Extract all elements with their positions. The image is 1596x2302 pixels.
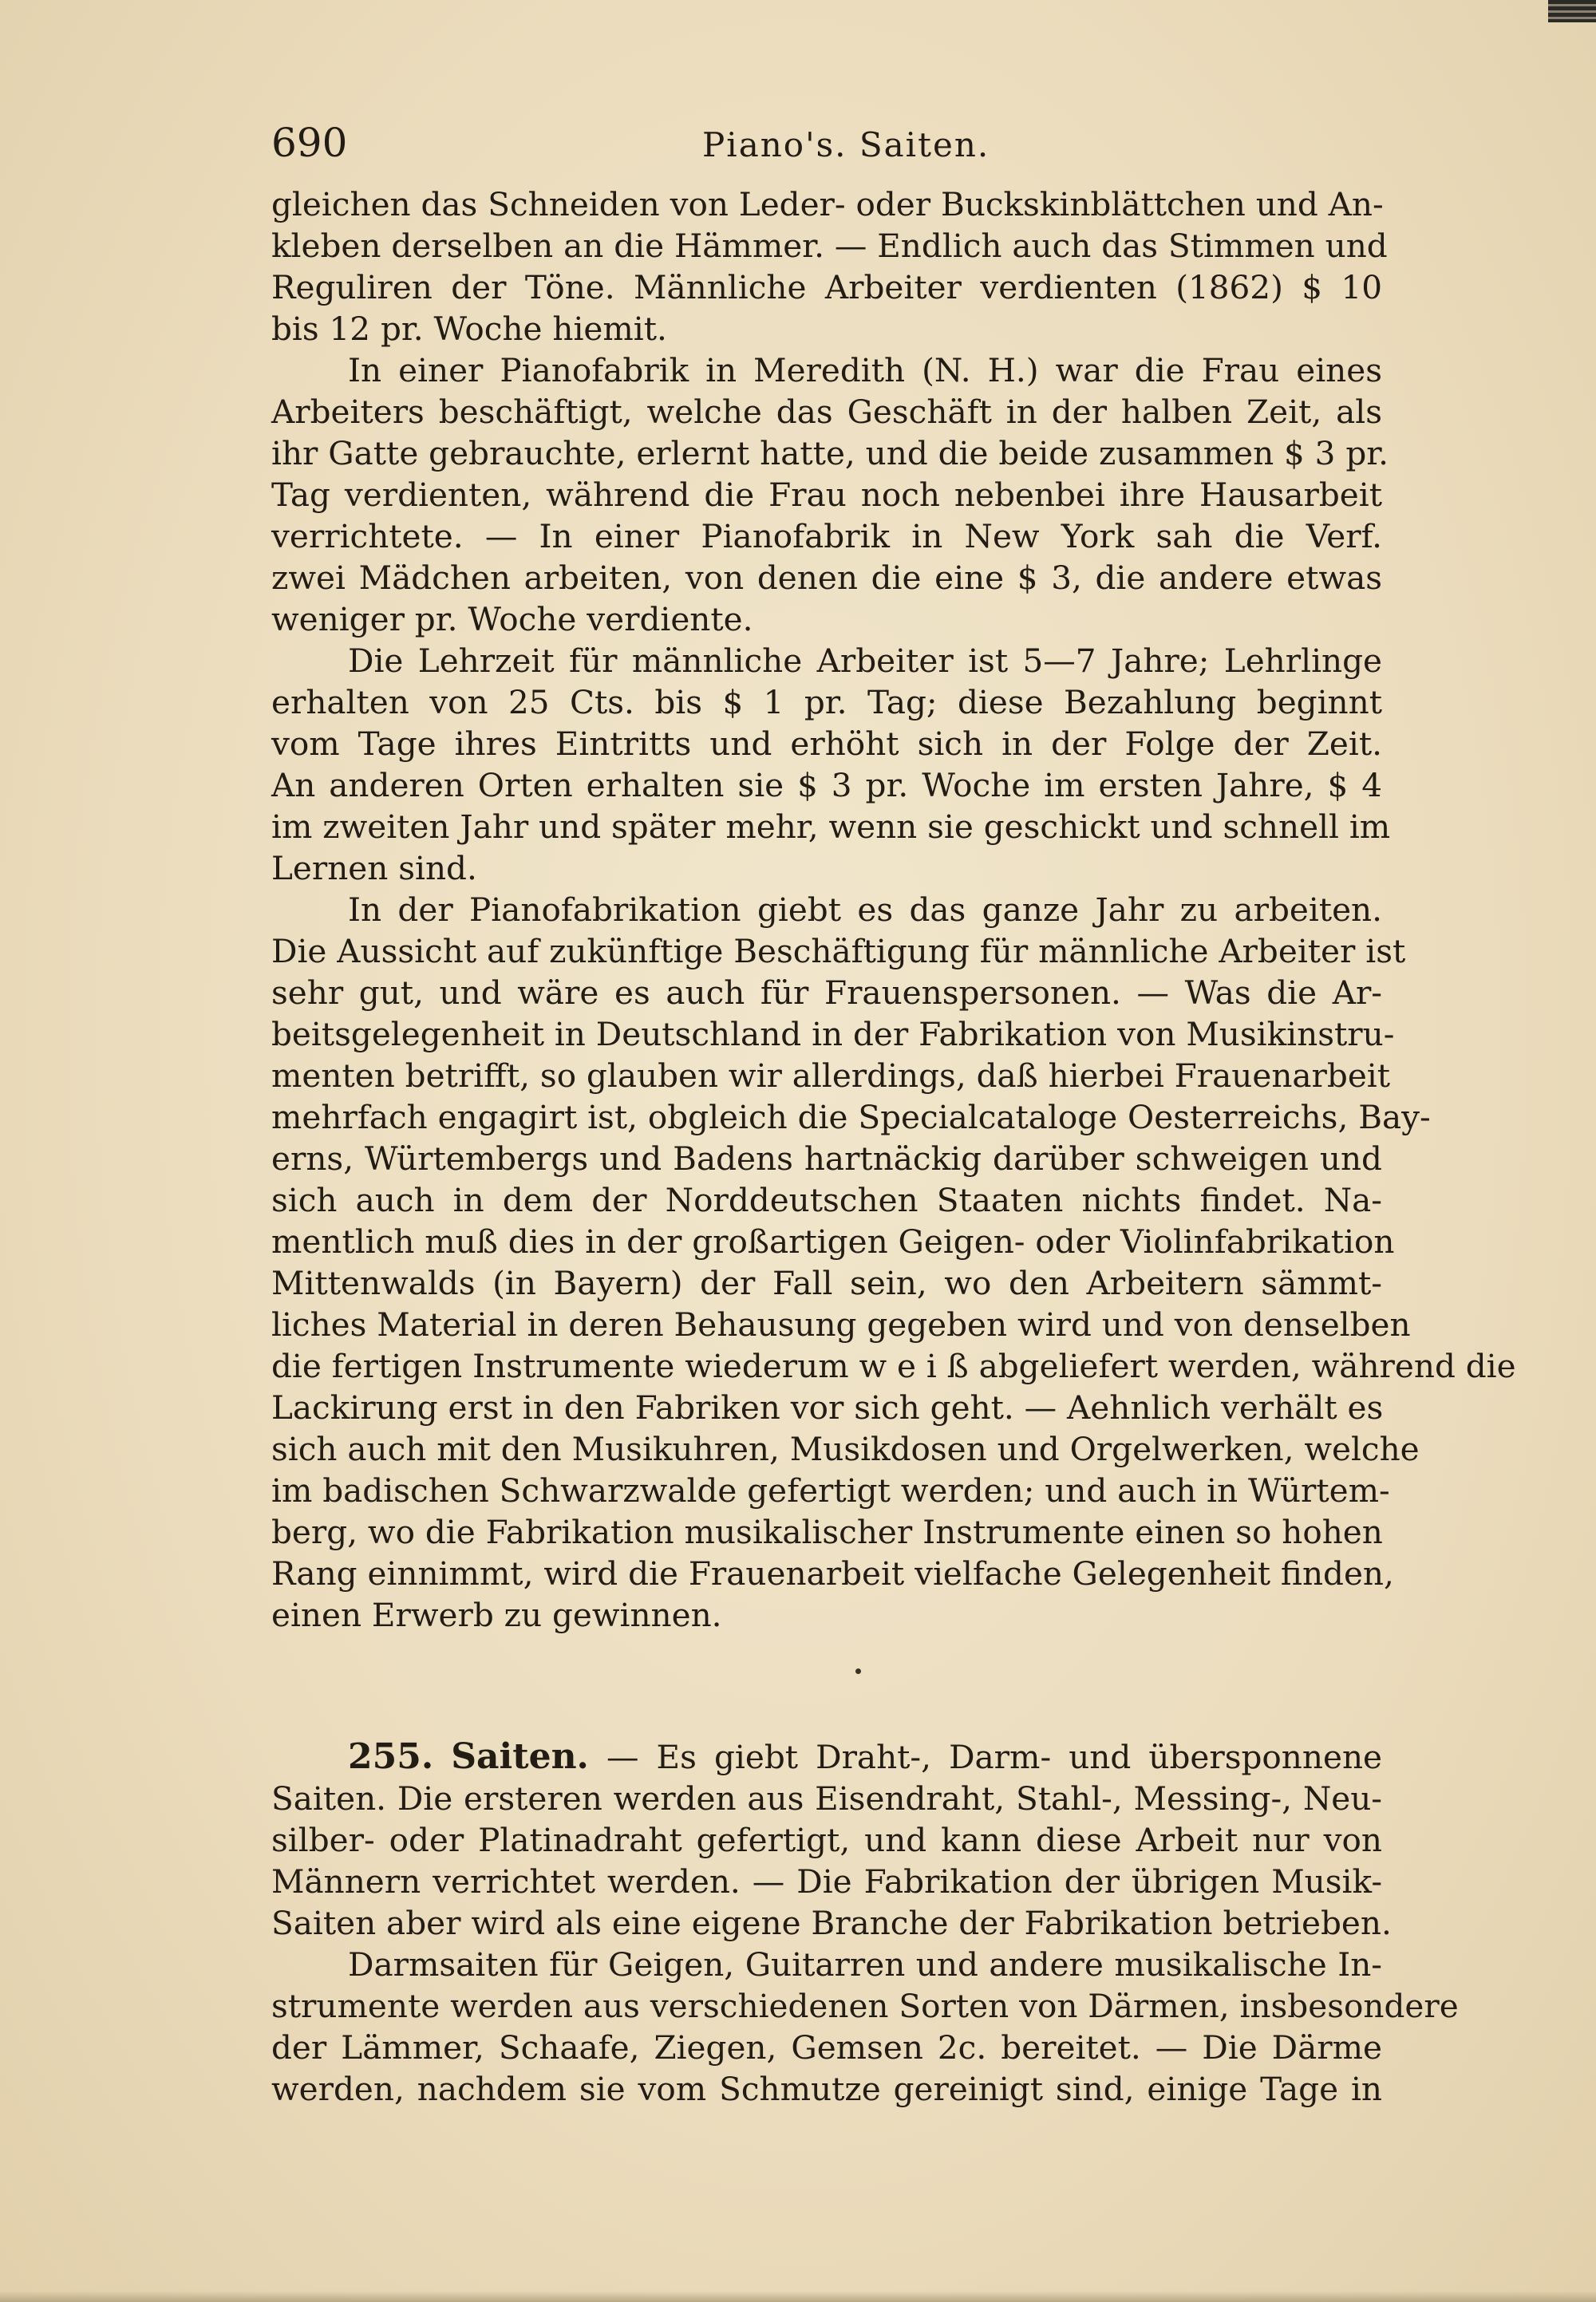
running-head: Piano's. Saiten.: [702, 125, 990, 164]
text-line: mehrfach engagirt ist, obgleich die Specialcataloge Oesterreichs, Bay-: [271, 1098, 1431, 1136]
text-line: sich auch mit den Musikuhren, Musikdosen und Orgelwerken, welche: [271, 1430, 1420, 1468]
text-line: der Lämmer, Schaafe, Ziegen, Gemsen 2c. bereitet. — Die Därme: [271, 2028, 1382, 2067]
text-line: sich auch in dem der Norddeutschen Staaten nichts findet. Na-: [271, 1181, 1382, 1219]
section-heading-text: — Es giebt Draht-, Darm- und übersponnene: [606, 1738, 1382, 1776]
text-line: die fertigen Instrumente wiederum w e i ß abgeliefert werden, während die: [271, 1347, 1516, 1385]
page-header: [271, 120, 1382, 184]
section-title: Saiten.: [451, 1736, 589, 1777]
text-line: Die Aussicht auf zukünftige Beschäftigung für männliche Arbeiter ist: [271, 932, 1406, 970]
text-line: Mittenwalds (in Bayern) der Fall sein, wo den Arbeitern sämmt-: [271, 1264, 1382, 1302]
section-number: 255.: [348, 1736, 434, 1777]
text-line: berg, wo die Fabrikation musikalischer Instrumente einen so hohen: [271, 1513, 1383, 1551]
text-line: bis 12 pr. Woche hiemit.: [271, 310, 667, 348]
text-line: Reguliren der Töne. Männliche Arbeiter verdienten (1862) $ 10: [271, 268, 1382, 306]
text-line: silber- oder Platinadraht gefertigt, und kann diese Arbeit nur von: [271, 1821, 1382, 1859]
text-line: Saiten. Die ersteren werden aus Eisendraht, Stahl-, Messing-, Neu-: [271, 1779, 1382, 1818]
text-line: weniger pr. Woche verdiente.: [271, 600, 753, 638]
text-line: In einer Pianofabrik in Meredith (N. H.) war die Frau eines: [348, 351, 1382, 389]
section-pianos-continued: [271, 184, 1516, 1636]
section-255-saiten: [271, 1736, 1459, 2110]
text-line: vom Tage ihres Eintritts und erhöht sich in der Folge der Zeit.: [271, 725, 1382, 763]
text-line: zwei Mädchen arbeiten, von denen die eine $ 3, die andere etwas: [271, 559, 1382, 597]
text-line: gleichen das Schneiden von Leder- oder Buckskinblättchen und An-: [271, 185, 1384, 223]
text-line: beitsgelegenheit in Deutschland in der Fabrikation von Musikinstru-: [271, 1015, 1395, 1053]
page-bottom-edge: [0, 2291, 1596, 2302]
section-heading-line: [271, 1736, 1382, 1778]
text-line: mentlich muß dies in der großartigen Geigen- oder Violinfabrikation: [271, 1222, 1395, 1261]
text-line: Darmsaiten für Geigen, Guitarren und andere musikalische In-: [348, 1945, 1382, 1984]
page-corner-mark: [1548, 0, 1596, 22]
text-line: liches Material in deren Behausung gegeben wird und von denselben: [271, 1305, 1411, 1344]
text-line: Die Lehrzeit für männliche Arbeiter ist 5—7 Jahre; Lehrlinge: [348, 642, 1382, 680]
text-line: sehr gut, und wäre es auch für Frauenspersonen. — Was die Ar-: [271, 973, 1382, 1012]
text-line: Rang einnimmt, wird die Frauenarbeit vielfache Gelegenheit finden,: [271, 1554, 1394, 1593]
ink-speck: [855, 1668, 861, 1674]
text-line: kleben derselben an die Hämmer. — Endlich auch das Stimmen und: [271, 227, 1388, 265]
text-line: werden, nachdem sie vom Schmutze gereinigt sind, einige Tage in: [271, 2070, 1382, 2108]
text-line: im zweiten Jahr und später mehr, wenn sie geschickt und schnell im: [271, 807, 1391, 846]
text-line: menten betrifft, so glauben wir allerdings, daß hierbei Frauenarbeit: [271, 1056, 1391, 1095]
text-line: An anderen Orten erhalten sie $ 3 pr. Woche im ersten Jahre, $ 4: [271, 766, 1382, 804]
text-line: Lernen sind.: [271, 849, 477, 887]
page-number: 690: [271, 120, 348, 166]
text-line: im badischen Schwarzwalde gefertigt werden; und auch in Würtem-: [271, 1471, 1390, 1510]
text-line: erhalten von 25 Cts. bis $ 1 pr. Tag; diese Bezahlung beginnt: [271, 683, 1382, 721]
text-line: Saiten aber wird als eine eigene Branche der Fabrikation betrieben.: [271, 1904, 1392, 1942]
text-line: ihr Gatte gebrauchte, erlernt hatte, und die beide zusammen $ 3 pr.: [271, 434, 1389, 472]
text-line: verrichtete. — In einer Pianofabrik in New York sah die Verf.: [271, 517, 1382, 555]
text-line: strumente werden aus verschiedenen Sorten von Därmen, insbesondere: [271, 1987, 1459, 2025]
text-line: Tag verdienten, während die Frau noch nebenbei ihre Hausarbeit: [271, 476, 1382, 514]
section-gap: [271, 1636, 1382, 1736]
text-line: Männern verrichtet werden. — Die Fabrikation der übrigen Musik-: [271, 1862, 1382, 1901]
text-line: erns, Würtembergs und Badens hartnäckig darüber schweigen und: [271, 1139, 1382, 1178]
text-line: Arbeiters beschäftigt, welche das Geschäft in der halben Zeit, als: [271, 393, 1382, 431]
text-line: einen Erwerb zu gewinnen.: [271, 1596, 722, 1634]
text-line: Lackirung erst in den Fabriken vor sich geht. — Aehnlich verhält es: [271, 1388, 1384, 1427]
text-line: In der Pianofabrikation giebt es das ganze Jahr zu arbeiten.: [348, 890, 1382, 929]
text-block: [271, 120, 1516, 2110]
